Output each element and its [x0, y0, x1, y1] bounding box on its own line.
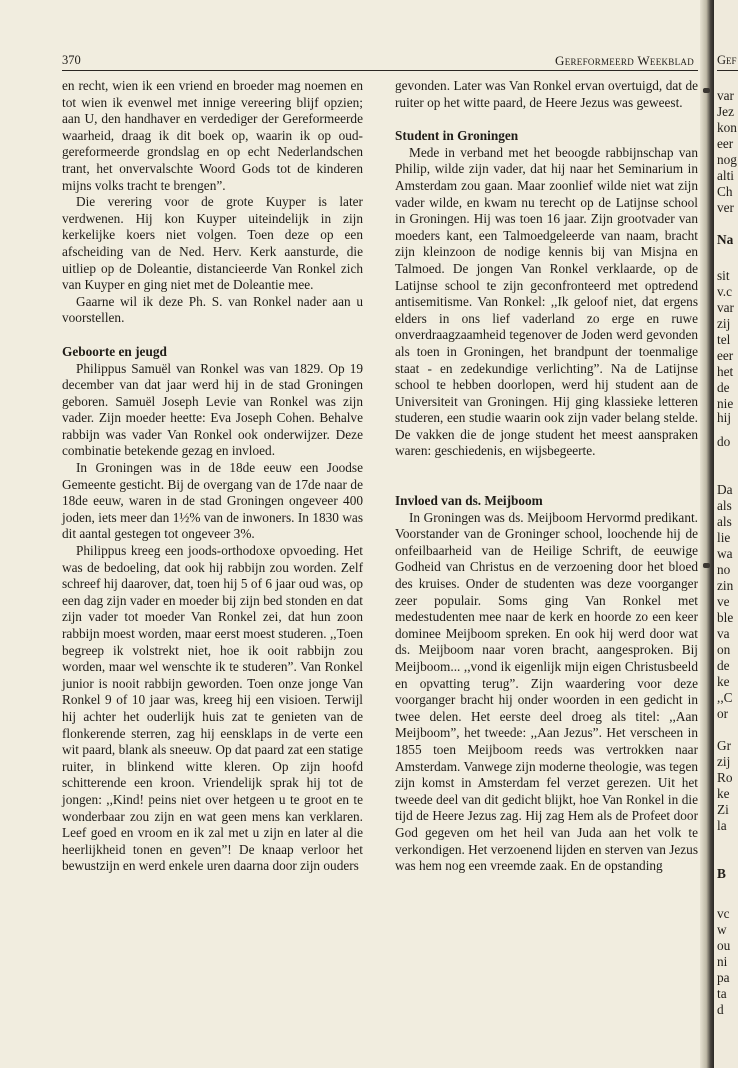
next-page-fragment: sit	[717, 268, 730, 283]
next-page-fragment: ou	[717, 938, 731, 953]
next-page-fragment: eer	[717, 348, 734, 363]
paragraph: Die verering voor de grote Kuyper is later verdwenen. Hij kon Kuyper uiteindelijk in zijn kerkelijke koers niet volgen. Toen deze op een afscheiding van de Ned. Herv. Kerk aansturde, die uitliep op de Doleantie, distancieerde Van Ronkel zich van Kuyper en ging niet met de Doleantie mee.	[62, 194, 363, 293]
paragraph: In Groningen was in de 18de eeuw een Joodse Gemeente gesticht. Bij de overgang van de 17de naar de 18de eeuw, waren in de stad Groningen ongeveer 400 joden, iets meer dan 1½% van de inwoners. In 1830 was dit aantal gestegen tot ongeveer 3%.	[62, 460, 363, 542]
page-mark	[703, 88, 710, 93]
next-page-fragment: zij	[717, 754, 731, 769]
next-page-fragment: ta	[717, 986, 727, 1001]
next-page-fragment: do	[717, 434, 731, 449]
page-number: 370	[62, 53, 81, 67]
next-page-fragment: als	[717, 514, 732, 529]
next-page-fragment: no	[717, 562, 731, 577]
next-page-fragment: de	[717, 380, 730, 395]
left-column	[62, 78, 363, 875]
paragraph: In Groningen was ds. Meijboom Hervormd predikant. Voorstander van de Groninger school, loochende hij de onfeilbaarheid van de Heilige Schrift, de eeuwige Godheid van Christus en de verzoening door het bloed des kruises. Onder de studenten was deze voorganger zeer populair. Soms ging Van Ronkel met medestudenten mee naar de kerk en hoorde zo een keer dominee Meijboom spreken. En ook hij werd door wat ds. Meijboom naar voren bracht, aangesproken. Bij Meijboom... ,,vond ik eigenlijk mijn eigen Christusbeeld en opvatting terug”. Zijn waardering voor deze voorganger bracht hij onder woorden in een gedicht in twee delen. Het eerste deel droeg als titel: ,,Aan Meijboom”, het tweede: ,,Aan Jezus”. Het verscheen in 1855 toen Meijboom reeds was vertrokken naar Amsterdam. Vanwege zijn moderne theologie, was tegen zijn komst in Amsterdam fel verzet gerezen. Uit het tweede deel van dit gedicht blijkt, hoe Van Ronkel in die tijd de Heere Jezus zag. Hij zag Hem als de Profeet door God gegeven om het heil van Juda aan het volk te verkondigen. Het verzoenend lijden en sterven van Jezus was hem nog een vreemde zaak. En de opstanding	[395, 509, 698, 874]
next-page-fragment: var	[717, 300, 734, 315]
next-page-fragment: Da	[717, 482, 733, 497]
next-page-fragment: ve	[717, 594, 730, 609]
next-page-fragment: ble	[717, 610, 734, 625]
next-page-fragment: va	[717, 626, 730, 641]
page-header	[62, 52, 698, 71]
section-heading: Student in Groningen	[395, 128, 519, 144]
next-page-fragment: zij	[717, 316, 731, 331]
next-page-fragment: lie	[717, 530, 731, 545]
book-gutter	[700, 0, 714, 1068]
next-page-fragment: Gr	[717, 738, 732, 753]
next-page-fragment: ver	[717, 200, 734, 215]
next-page-fragment: hij	[717, 410, 732, 425]
page-mark	[703, 563, 710, 568]
paragraph: en recht, wien ik een vriend en broeder mag noemen en tot wien ik evenwel met innige vereering blijf opzien; aan U, den handhaver en verdediger der Gereformeerde waarheid, draag ik dit boek op, waarin ik op oud-gereformeerde grondslag en op echt Nederlandschen trant, het onvervalschte Woord Gods tot de kinderen mijns volks tracht te brengen”.	[62, 78, 363, 193]
next-page-fragment: B	[717, 866, 726, 881]
next-page-fragment: zin	[717, 578, 734, 593]
paragraph: Philippus Samuël van Ronkel was van 1829. Op 19 december van dat jaar werd hij in de stad Groningen geboren. Samuël Joseph Levie van Ronkel was zijn vader. Zijn moeder heette: Eva Joseph Cohen. Behalve rabbijn was vader Van Ronkel ook onderwijzer. Deze combinatie betekende gezag en invloed.	[62, 360, 363, 459]
next-page-fragment: kon	[717, 120, 737, 135]
paragraph: Mede in verband met het beoogde rabbijnschap van Philip, wilde zijn vader, dat hij naar het Seminarium in Amsterdam zou gaan. Maar zoonlief wilde niet wat zijn vader wilde, en kwam nu terecht op de Latijnse school in Groningen. Hij was toen 16 jaar. Zijn grootvader van moeders kant, een Talmoedgeleerde van naam, bracht zijn kleinzoon de nodige kennis bij van Misjna en Talmoed. De jongen Van Ronkel verklaarde, op de Latijnse school te zijn geconfronteerd met optredend antisemitisme. Van Ronkel: ,,Ik geloof niet, dat ergens elders in ons lief vaderland zo erge en ruwe onverdraagzaamheid tegenover de Joden werd gevonden als toen in Groningen, het brandpunt der toenmalige staat - en zedekundige verlichting”. Na de Latijnse school te hebben doorlopen, werd hij student aan de Universiteit van Groningen. Hij ging klassieke letteren studeren, een studie waarin ook zijn vader belang stelde. De vakken die de jonge student het meest aanspraken waren: geschiedenis, en wijsbegeerte.	[395, 144, 698, 459]
next-page-fragment: la	[717, 818, 727, 833]
running-title: Gereformeerd Weekblad	[555, 53, 694, 68]
next-page-fragment: vc	[717, 906, 730, 921]
next-page-fragment: Na	[717, 232, 734, 247]
next-page-fragment: ,,C	[717, 690, 733, 705]
next-page-fragment: d	[717, 1002, 724, 1017]
next-page-fragment: de	[717, 658, 730, 673]
next-page-fragment: v.c	[717, 284, 733, 299]
next-page-fragment: nog	[717, 152, 737, 167]
next-page-fragment: Ro	[717, 770, 733, 785]
next-page-fragment: on	[717, 642, 731, 657]
next-page-fragment: als	[717, 498, 732, 513]
paragraph: Gaarne wil ik deze Ph. S. van Ronkel nader aan u voorstellen.	[62, 293, 363, 326]
next-page-header: Gef	[717, 53, 738, 71]
next-page-fragment: Ch	[717, 184, 733, 199]
next-page-fragment: alti	[717, 168, 734, 183]
section-heading: Geboorte en jeugd	[62, 343, 167, 359]
next-page-fragment: ke	[717, 674, 730, 689]
next-page-fragment: Zi	[717, 802, 729, 817]
next-page-fragment: ni	[717, 954, 728, 969]
next-page-fragment: het	[717, 364, 734, 379]
next-page-fragment: w	[717, 922, 727, 937]
next-page-fragment: wa	[717, 546, 733, 561]
next-page-fragment: nie	[717, 396, 734, 411]
paragraph: Philippus kreeg een joods-orthodoxe opvoeding. Het was de bedoeling, dat ook hij rabbijn zou worden. Zelf schreef hij daarover, dat, toen hij 5 of 6 jaar oud was, op een dag zijn vader en moeder bij zijn bed stonden en dat zijn vader tot moeder Van Ronkel zei, dat hun zoon rabbijn moest worden, maar eerst moest studeren. ,,Toen begreep ik volstrekt niet, hoe ik ooit rabbijn zou worden, maar wel wenschte ik te studeren”. Van Ronkel junior is nooit rabbijn geworden. Toen onze jonge Van Ronkel 9 of 10 jaar was, kreeg hij een visioen. Terwijl hij achter het ouderlijk huis zat te genieten van de flonkerende sterren, zag hij eensklaps in de verte een wit paard, blank als sneeuw. Op dat paard zat een statige ruiter, in blinkend witte kleren. Op zijn hoofd schitterende een kroon. Vriendelijk sprak hij tot de jongen: ,,Kind! peins niet over hetgeen u te groot en te wonderbaar zou zijn en wat geen mens kan verklaren. Leef goed en vroom en ik zal met u zijn en later al die heerlijkheid tonen en geven”! De knaap verloor het bewustzijn en werd enkele uren daarna door zijn ouders	[62, 543, 363, 874]
section-heading: Invloed van ds. Meijboom	[395, 493, 543, 509]
next-page-fragment: eer	[717, 136, 734, 151]
next-page-fragment: Jez	[717, 104, 734, 119]
next-page-fragment: var	[717, 88, 734, 103]
next-page-fragment: tel	[717, 332, 731, 347]
next-page-fragment: pa	[717, 970, 730, 985]
next-page-edge	[714, 0, 738, 1068]
right-column	[395, 78, 698, 875]
paragraph: gevonden. Later was Van Ronkel ervan overtuigd, dat de ruiter op het witte paard, de Heere Jezus was geweest.	[395, 78, 698, 110]
next-page-fragment: ke	[717, 786, 730, 801]
next-page-fragment: or	[717, 706, 729, 721]
